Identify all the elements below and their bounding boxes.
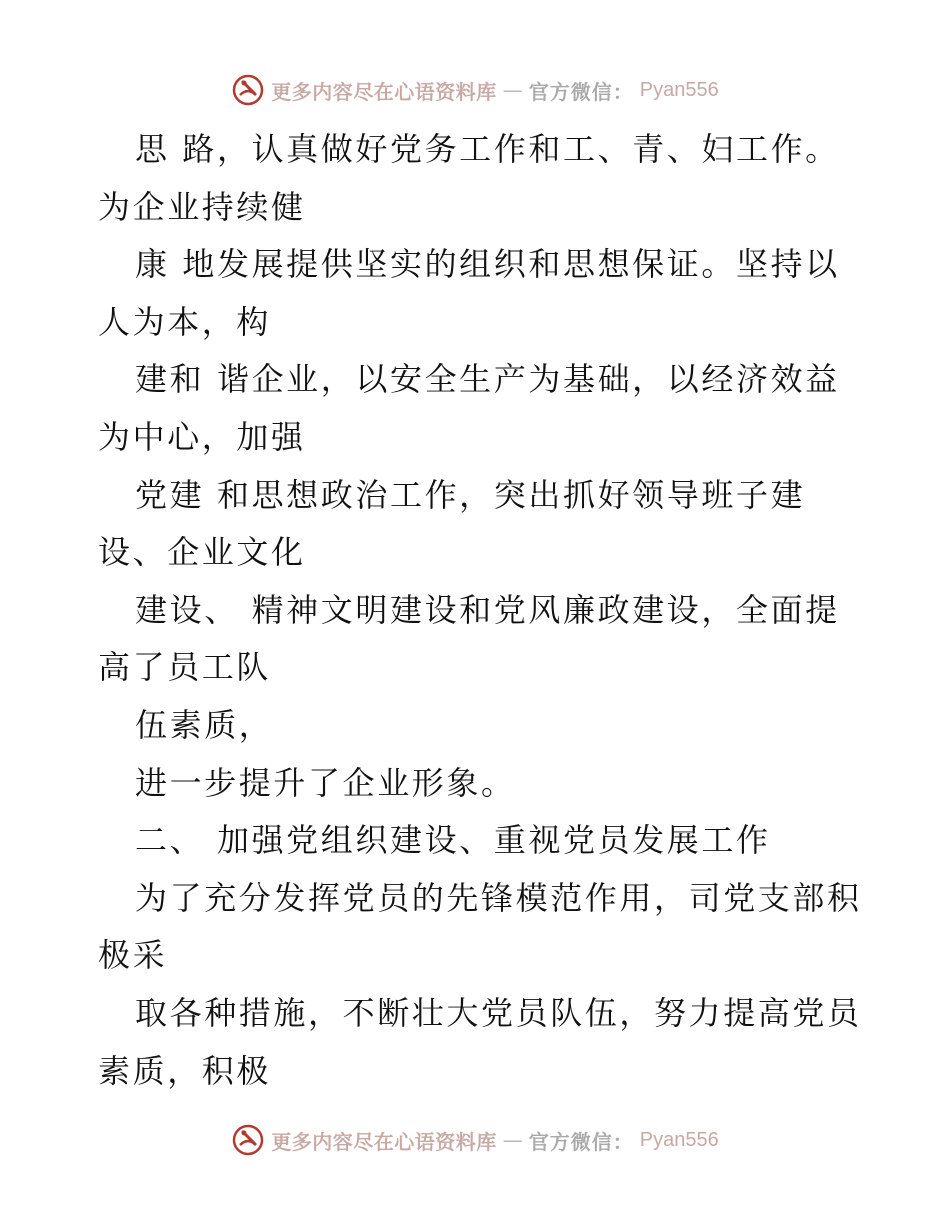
- banner-wechat-label: 官方微信：: [528, 1129, 634, 1154]
- document-body: [98, 121, 862, 1100]
- banner-wechat-id: Pyan556: [639, 78, 719, 101]
- banner-wechat-label: 官方微信：: [528, 79, 634, 104]
- banner-separator: —: [502, 78, 523, 102]
- text-line: 为了充分发挥党员的先锋模范作用，司党支部积: [135, 878, 862, 917]
- text-line: 二、 加强党组织建设、重视党员发展工作: [135, 821, 771, 860]
- text-line: 极采: [98, 936, 168, 975]
- text-line: 康 地发展提供坚实的组织和思想保证。坚持以: [135, 245, 840, 284]
- text-line: 思 路，认真做好党务工作和工、青、妇工作。: [135, 130, 840, 168]
- text-line: 素质，积极: [98, 1051, 272, 1090]
- text-line: 为企业持续健: [98, 187, 306, 226]
- book-pen-logo-icon: [231, 73, 265, 107]
- text-line: 人为本，构: [98, 302, 272, 341]
- text-line: 建设、 精神文明建设和党风廉政建设，全面提: [135, 590, 840, 629]
- banner-text: 更多内容尽在心语资料库: [271, 1129, 497, 1154]
- text-line: 设、企业文化: [98, 533, 306, 572]
- banner-separator: —: [502, 1128, 523, 1152]
- banner-text: 更多内容尽在心语资料库: [271, 79, 497, 104]
- book-pen-logo-icon: [231, 1123, 265, 1157]
- text-line: 为中心，加强: [98, 417, 306, 456]
- text-line: 伍素质，: [135, 705, 274, 744]
- text-line: 进一步提升了企业形象。: [135, 763, 516, 802]
- page-footer: [0, 1120, 950, 1160]
- header-banner: [231, 73, 718, 107]
- text-line: 高了员工队: [98, 648, 272, 687]
- text-line: 党建 和思想政治工作，突出抓好领导班子建: [135, 475, 806, 514]
- text-line: 建和 谐企业，以安全生产为基础，以经济效益: [135, 360, 840, 399]
- banner-wechat-id: Pyan556: [639, 1128, 719, 1151]
- page-header: [0, 70, 950, 110]
- footer-banner: [231, 1123, 718, 1157]
- text-line: 取各种措施，不断壮大党员队伍，努力提高党员: [135, 993, 862, 1032]
